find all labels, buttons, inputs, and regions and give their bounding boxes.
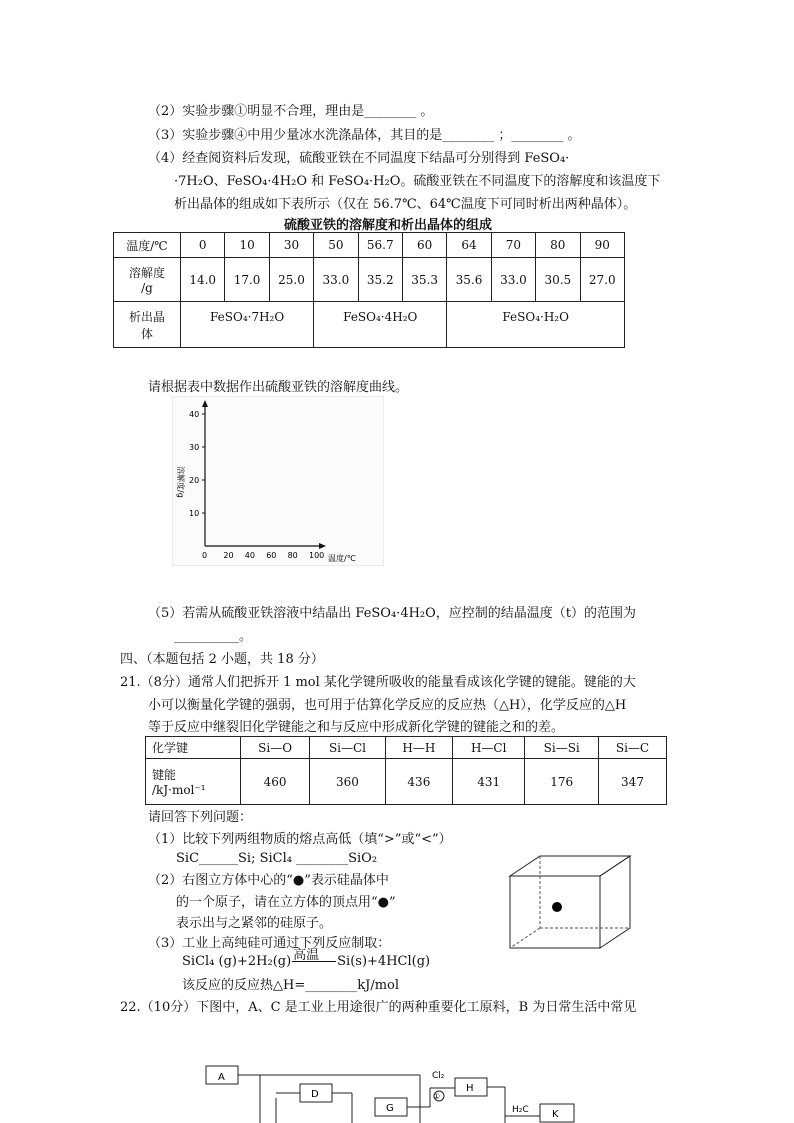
question-4-line2: ·7H₂O、FeSO₄·4H₂O 和 FeSO₄·H₂O。硫酸亚铁在不同温度下的溶解度和该温度下 xyxy=(174,174,661,189)
question-22-line1: 22.（10分）下图中，A、C 是工业上用途很广的两种重要化工原料，B 为日常生活中常见 xyxy=(120,1000,637,1015)
graph-frame xyxy=(172,396,384,566)
solubility-cell: 33.0 xyxy=(491,258,535,302)
bond-energy-table xyxy=(145,736,667,805)
reaction-condition: 高温 xyxy=(293,948,320,963)
energy-cell: 431 xyxy=(453,759,525,805)
solubility-cell: 17.0 xyxy=(225,258,269,302)
cl2-label: Cl₂ xyxy=(432,1071,445,1081)
question-21-part2-line1: （2）右图立方体中心的“●”表示硅晶体中 xyxy=(148,873,389,888)
temp-label: 温度/℃ xyxy=(114,233,181,258)
x-tick-label: 20 xyxy=(223,551,234,560)
question-21-part1: （1）比较下列两组物质的熔点高低（填“>”或“<”） xyxy=(148,832,452,847)
temp-cell: 64 xyxy=(447,233,491,258)
box-h-label: H xyxy=(466,1083,474,1094)
reaction-left: SiCl₄ (g)+2H₂(g) xyxy=(182,954,292,969)
cube-side-face xyxy=(600,856,630,948)
question-21-part2-line2: 的一个原子，请在立方体的顶点用“●” xyxy=(176,895,396,910)
temp-cell: 50 xyxy=(314,233,358,258)
energy-cell: 347 xyxy=(599,759,667,805)
temp-cell: 80 xyxy=(536,233,580,258)
y-tick-label: 30 xyxy=(189,443,200,452)
question-2: （2）实验步骤①明显不合理，理由是________ 。 xyxy=(148,104,434,119)
x-tick-label: 60 xyxy=(266,551,277,560)
solubility-graph xyxy=(172,396,384,566)
question-5-line2: __________。 xyxy=(174,629,253,644)
temp-cell: 60 xyxy=(402,233,446,258)
temp-cell: 56.7 xyxy=(358,233,402,258)
temp-cell: 30 xyxy=(269,233,313,258)
h2c-label: H₂C xyxy=(512,1105,529,1115)
bond-cell: H—H xyxy=(385,737,452,759)
energy-cell: 360 xyxy=(310,759,386,805)
bond-label: 化学键 xyxy=(146,737,241,759)
temp-cell: 90 xyxy=(580,233,624,258)
step-1-label: ① xyxy=(433,1092,441,1101)
box-k-label: K xyxy=(552,1109,559,1120)
crystal-cell: FeSO₄·7H₂O xyxy=(181,302,314,348)
crystal-label: 析出晶 体 xyxy=(114,302,181,348)
solubility-cell: 35.2 xyxy=(358,258,402,302)
solubility-cell: 27.0 xyxy=(580,258,624,302)
bond-cell: Si—C xyxy=(599,737,667,759)
energy-cell: 460 xyxy=(241,759,310,805)
cube-top-face xyxy=(510,856,630,876)
solubility-cell: 35.3 xyxy=(402,258,446,302)
section-4-heading: 四、（本题包括 2 小题，共 18 分） xyxy=(120,652,324,667)
question-21-part3-answer: 该反应的反应热△H=________kJ/mol xyxy=(182,978,400,993)
question-4-line1: （4）经查阅资料后发现，硫酸亚铁在不同温度下结晶可分别得到 FeSO₄· xyxy=(148,151,570,166)
x-axis-label: 温度/℃ xyxy=(328,554,356,563)
bond-cell: Si—Si xyxy=(525,737,599,759)
cube-figure xyxy=(506,852,634,952)
energy-cell: 436 xyxy=(385,759,452,805)
cube-hidden-edge xyxy=(510,928,540,948)
solubility-cell: 33.0 xyxy=(314,258,358,302)
question-21-part2-line3: 表示出与之紧邻的硅原子。 xyxy=(176,916,333,931)
y-tick-label: 10 xyxy=(189,509,200,518)
box-d-label: D xyxy=(311,1089,319,1100)
cube-front-face xyxy=(510,876,600,948)
question-21-prompt: 请回答下列问题： xyxy=(148,810,253,825)
energy-label: 键能 /kJ·mol⁻¹ xyxy=(146,759,241,805)
solubility-cell: 25.0 xyxy=(269,258,313,302)
bond-cell: H—Cl xyxy=(453,737,525,759)
question-4-line3: 析出晶体的组成如下表所示（仅在 56.7℃、64℃温度下可同时析出两种晶体）。 xyxy=(174,197,637,212)
temp-cell: 0 xyxy=(181,233,225,258)
center-atom xyxy=(552,902,562,912)
box-g-label: G xyxy=(386,1103,394,1114)
x-tick-label: 80 xyxy=(287,551,298,560)
question-21-part1-answer: SiC______Si; SiCl₄ ________SiO₂ xyxy=(176,851,378,866)
temp-cell: 70 xyxy=(491,233,535,258)
reaction-arrow xyxy=(291,948,337,969)
crystal-cell: FeSO₄·H₂O xyxy=(447,302,625,348)
solubility-cell: 14.0 xyxy=(181,258,225,302)
question-5-line1: （5）若需从硫酸亚铁溶液中结晶出 FeSO₄·4H₂O，应控制的结晶温度（t）的范围为 xyxy=(148,606,637,621)
temp-cell: 10 xyxy=(225,233,269,258)
solubility-cell: 35.6 xyxy=(447,258,491,302)
x-tick-label: 100 xyxy=(309,551,325,560)
solubility-label: 溶解度 /g xyxy=(114,258,181,302)
question-21-line2: 小可以衡量化学键的强弱，也可用于估算化学反应的反应热（△H），化学反应的△H xyxy=(148,698,627,713)
question-21-line1: 21.（8分）通常人们把拆开 1 mol 某化学键所吸收的能量看成该化学键的键能。键能的大 xyxy=(120,675,636,690)
graph-prompt: 请根据表中数据作出硫酸亚铁的溶解度曲线。 xyxy=(148,380,409,395)
solubility-cell: 30.5 xyxy=(536,258,580,302)
x-tick-label: 0 xyxy=(202,551,208,560)
bond-cell: Si—O xyxy=(241,737,310,759)
solubility-table xyxy=(113,232,625,348)
reaction-equation xyxy=(182,948,431,969)
bond-cell: Si—Cl xyxy=(310,737,386,759)
question-21-part3: （3）工业上高纯硅可通过下列反应制取： xyxy=(148,936,391,951)
flow-diagram xyxy=(200,1058,590,1123)
y-axis-label: 溶解度/g xyxy=(176,466,185,498)
energy-cell: 176 xyxy=(525,759,599,805)
reaction-right: Si(s)+4HCl(g) xyxy=(337,954,431,969)
question-3: （3）实验步骤④中用少量冰水洗涤晶体，其目的是________ ；________ 。 xyxy=(148,128,581,143)
crystal-cell: FeSO₄·4H₂O xyxy=(314,302,447,348)
box-a-label: A xyxy=(218,1072,225,1083)
y-tick-label: 40 xyxy=(189,410,200,419)
table1-caption: 硫酸亚铁的溶解度和析出晶体的组成 xyxy=(284,218,493,233)
y-tick-label: 20 xyxy=(189,476,200,485)
x-tick-label: 40 xyxy=(244,551,255,560)
question-21-line3: 等于反应中继裂旧化学键能之和与反应中形成新化学键的键能之和的差。 xyxy=(148,720,565,735)
